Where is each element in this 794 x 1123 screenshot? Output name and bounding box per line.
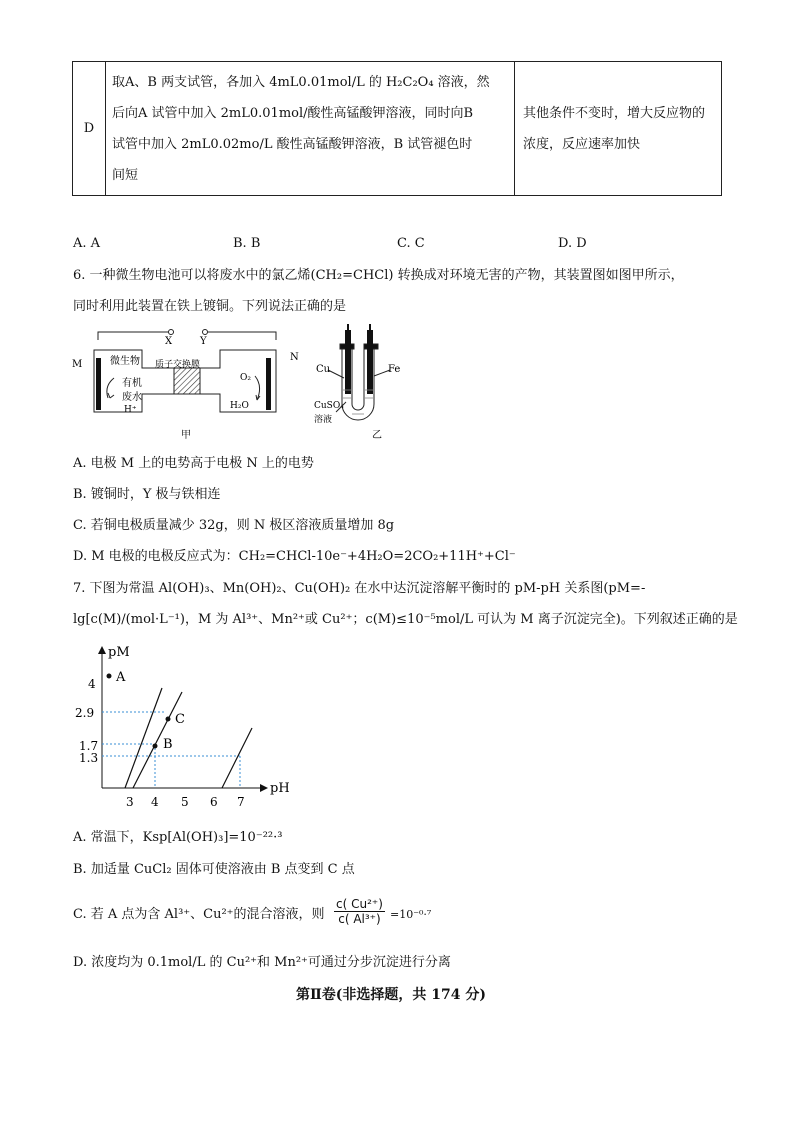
point-b-label: B bbox=[163, 737, 173, 752]
x-tick: 7 bbox=[237, 795, 245, 809]
q6-option-a: A. 电极 M 上的电势高于电极 N 上的电势 bbox=[73, 456, 314, 471]
label-fe: Fe bbox=[388, 364, 400, 375]
label-yi: 乙 bbox=[372, 430, 382, 441]
x-tick: 6 bbox=[210, 795, 218, 809]
label-x: X bbox=[165, 336, 173, 347]
q7-option-c-result: =10⁻⁰·⁷ bbox=[390, 908, 432, 921]
label-hplus: H⁺ bbox=[124, 405, 137, 415]
q6-stem-line1: 6. 一种微生物电池可以将废水中的氯乙烯(CH₂=CHCl) 转换成对环境无害的产物，其装置图如图甲所示， bbox=[73, 268, 684, 283]
procedure-line: 后向A 试管中加入 2mL0.01mol/酸性高锰酸钾溶液，同时向B bbox=[112, 105, 474, 121]
line-mn bbox=[222, 728, 252, 788]
q6-option-b: B. 镀铜时，Y 极与铁相连 bbox=[73, 487, 221, 502]
y-axis-label: pM bbox=[108, 645, 130, 660]
label-m: M bbox=[72, 359, 83, 370]
q5-option-c: C. C bbox=[397, 236, 425, 251]
q5-option-d: D. D bbox=[558, 236, 587, 251]
q6-option-d: D. M 电极的电极反应式为：CH₂=CHCl-10e⁻+4H₂O=2CO₂+11H⁺+Cl⁻ bbox=[73, 549, 516, 564]
line-al bbox=[125, 688, 162, 788]
q7-option-c-fraction bbox=[334, 897, 385, 926]
option-table-row-d bbox=[72, 61, 722, 196]
label-y: Y bbox=[200, 336, 207, 347]
point-c bbox=[166, 717, 171, 722]
label-jia: 甲 bbox=[181, 430, 191, 441]
y-tick: 1.7 bbox=[79, 739, 99, 753]
conclusion-line: 其他条件不变时，增大反应物的 bbox=[523, 105, 706, 121]
label-o2: O₂ bbox=[240, 373, 251, 383]
q5-option-b: B. B bbox=[233, 236, 261, 251]
procedure-cell bbox=[106, 62, 515, 196]
conclusion-line: 浓度，反应速率加快 bbox=[523, 136, 641, 152]
point-c-label: C bbox=[175, 712, 185, 727]
label-waste-1: 有机 bbox=[122, 378, 142, 389]
q6-apparatus-figure bbox=[70, 320, 400, 448]
electrode-n bbox=[266, 358, 271, 410]
electrode-m bbox=[96, 358, 101, 410]
procedure-line: 试管中加入 2mL0.02mo/L 酸性高锰酸钾溶液，B 试管褪色时 bbox=[112, 136, 473, 152]
q6-stem-line2: 同时利用此装置在铁上镀铜。下列说法正确的是 bbox=[73, 299, 347, 314]
q7-option-c-prefix: C. 若 A 点为含 Al³⁺、Cu²⁺的混合溶液，则 bbox=[73, 907, 325, 922]
label-cu: Cu bbox=[316, 364, 331, 375]
x-tick: 4 bbox=[151, 795, 159, 809]
y-tick: 1.3 bbox=[79, 751, 99, 765]
q7-option-d: D. 浓度均为 0.1mol/L 的 Cu²⁺和 Mn²⁺可通过分步沉淀进行分离 bbox=[73, 955, 451, 970]
q6-option-c: C. 若铜电极质量减少 32g，则 N 极区溶液质量增加 8g bbox=[73, 518, 395, 533]
label-solution: 溶液 bbox=[314, 415, 333, 425]
label-waste-2: 废水 bbox=[122, 392, 142, 403]
label-n: N bbox=[290, 352, 299, 363]
fraction-numerator: c( Cu²⁺) bbox=[336, 897, 383, 911]
q7-pm-ph-graph bbox=[70, 640, 310, 810]
q7-stem-line1: 7. 下图为常温 Al(OH)₃、Mn(OH)₂、Cu(OH)₂ 在水中达沉淀溶解平衡时的 pM-pH 关系图(pM=- bbox=[73, 581, 646, 596]
row-label: D bbox=[73, 62, 106, 196]
y-tick: 4 bbox=[88, 677, 96, 691]
x-axis-label: pH bbox=[270, 781, 290, 796]
label-microbe: 微生物 bbox=[110, 356, 140, 367]
q7-stem-line2: lg[c(M)/(mol·L⁻¹)，M 为 Al³⁺、Mn²⁺或 Cu²⁺；c(M)≤10⁻⁵mol/L 可认为 M 离子沉淀完全)。下列叙述正确的是 bbox=[73, 612, 738, 627]
label-h2o: H₂O bbox=[230, 401, 249, 411]
label-cuso4: CuSO₄ bbox=[314, 401, 344, 411]
point-a bbox=[107, 674, 112, 679]
x-tick: 5 bbox=[181, 795, 189, 809]
conclusion-cell bbox=[515, 62, 722, 196]
q7-option-b: B. 加适量 CuCl₂ 固体可使溶液由 B 点变到 C 点 bbox=[73, 862, 355, 877]
y-tick: 2.9 bbox=[75, 706, 95, 720]
fraction-denominator: c( Al³⁺) bbox=[338, 912, 381, 926]
point-b bbox=[153, 744, 158, 749]
section-heading: 第Ⅱ卷(非选择题，共 174 分) bbox=[296, 987, 487, 1003]
x-tick: 3 bbox=[126, 795, 134, 809]
line-cu bbox=[133, 692, 182, 788]
procedure-line: 取A、B 两支试管，各加入 4mL0.01mol/L 的 H₂C₂O₄ 溶液，然 bbox=[112, 74, 490, 90]
label-membrane: 质子交换膜 bbox=[155, 360, 201, 370]
q7-option-a: A. 常温下，Ksp[Al(OH)₃]=10⁻²²·³ bbox=[73, 830, 283, 845]
point-a-label: A bbox=[116, 670, 126, 685]
procedure-line: 间短 bbox=[112, 167, 139, 183]
q5-option-a: A. A bbox=[73, 236, 101, 251]
